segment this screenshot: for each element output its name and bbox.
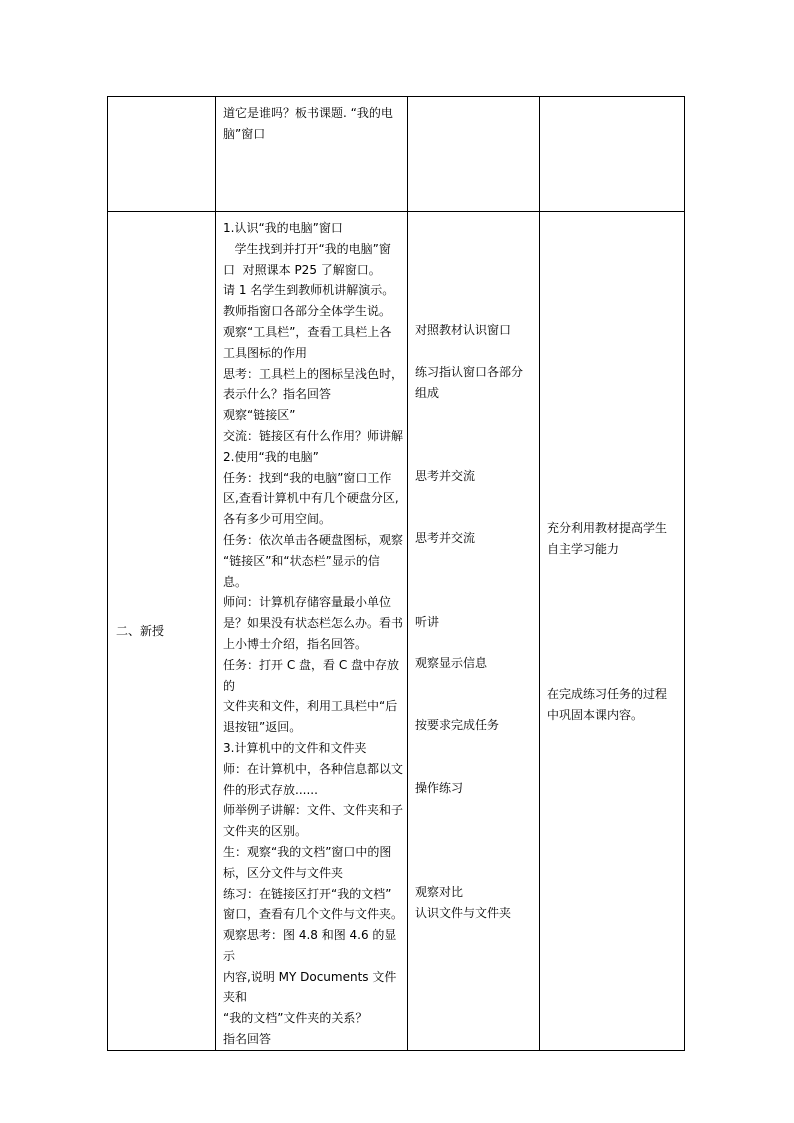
text-line: 教师指窗口各部分全体学生说。 — [223, 304, 392, 319]
text-line: 练习指认窗口各部分 — [415, 365, 524, 379]
text-line: 退按钮”返回。 — [223, 720, 302, 735]
text-line: 组成 — [415, 385, 440, 400]
text-line: 思考：工具栏上的图标呈浅色时， — [223, 366, 404, 381]
text-line: 口 对照课本 P25 了解窗口。 — [223, 262, 381, 277]
annotation-block — [415, 320, 535, 341]
text-line: 充分利用教材提高学生 — [547, 521, 668, 535]
text-line: 道它是谁吗？板书课题. “我的电 — [223, 106, 393, 120]
section-cell-empty — [108, 97, 216, 212]
text-line: 观察显示信息 — [415, 656, 488, 670]
text-line: “我的文档”文件夹的关系？ — [223, 1011, 368, 1026]
text-line: 观察“工具栏”，查看工具栏上各 — [223, 324, 392, 339]
text-line: 表示什么？指名回答 — [223, 387, 332, 402]
text-line: 对照教材认识窗口 — [415, 323, 512, 337]
text-line: 工具图标的作用 — [223, 345, 308, 360]
content-lines — [216, 97, 407, 145]
annotation-block — [415, 653, 535, 674]
section-cell — [108, 212, 216, 1051]
annotation-block — [547, 518, 680, 560]
text-line: 在完成练习任务的过程 — [547, 687, 668, 701]
annotation-block — [415, 362, 535, 404]
text-line: 3.计算机中的文件和文件夹 — [223, 740, 367, 755]
text-line: 按要求完成任务 — [415, 718, 500, 732]
text-line: 上小博士介绍，指名回答。 — [223, 636, 368, 651]
text-line: 1.认识“我的电脑”窗口 — [223, 221, 343, 235]
text-line: 师问：计算机存储容量最小单位 — [223, 595, 392, 610]
text-line: 内容,说明 MY Documents 文件夹和 — [223, 969, 397, 1005]
content-cell — [216, 212, 408, 1051]
text-line: 任务：依次单击各硬盘图标，观察 — [223, 532, 404, 547]
table-row — [108, 97, 685, 212]
text-line: 思考并交流 — [415, 469, 476, 483]
text-line: 操作练习 — [415, 781, 464, 795]
text-line: 师：在计算机中，各种信息都以文 — [223, 761, 404, 776]
text-line: 自主学习能力 — [547, 541, 620, 556]
annotation-block — [415, 882, 535, 924]
text-line: 任务：打开 C 盘，看 C 盘中存放的 — [223, 657, 400, 693]
text-line: 认识文件与文件夹 — [415, 905, 512, 920]
text-line: 各有多少可用空间。 — [223, 512, 332, 527]
text-line: 思考并交流 — [415, 531, 476, 545]
text-line: 观察“链接区” — [223, 408, 296, 423]
design-intent-cell — [540, 212, 685, 1051]
text-line: 2.使用“我的电脑” — [223, 449, 319, 464]
text-line: 文件夹和文件，利用工具栏中“后 — [223, 699, 398, 714]
text-line: 是？如果没有状态栏怎么办。看书 — [223, 616, 404, 631]
table-row — [108, 212, 685, 1051]
text-line: 请 1 名学生到教师机讲解演示。 — [223, 283, 395, 298]
text-line: 中巩固本课内容。 — [547, 707, 644, 722]
annotation-block — [547, 684, 680, 726]
design-intent-cell-empty — [540, 97, 685, 212]
text-line: 窗口，查看有几个文件与文件夹。 — [223, 907, 404, 922]
text-line: 指名回答 — [223, 1032, 272, 1047]
text-line: 息。 — [223, 574, 248, 589]
annotation-block — [415, 778, 535, 799]
text-line: 脑”窗口 — [223, 126, 266, 141]
text-line: 交流：链接区有什么作用？师讲解 — [223, 428, 404, 443]
text-line: 师举例子讲解：文件、文件夹和子 — [223, 803, 404, 818]
content-cell — [216, 97, 408, 212]
text-line: 标，区分文件与文件夹 — [223, 865, 344, 880]
student-activity-cell — [408, 212, 540, 1051]
section-title: 二、新授 — [116, 623, 165, 638]
text-line: 观察思考：图 4.8 和图 4.6 的显示 — [223, 928, 397, 963]
text-line: 生：观察“我的文档”窗口中的图 — [223, 844, 392, 859]
annotation-block — [415, 466, 535, 487]
text-line: 听讲 — [415, 615, 440, 629]
content-lines — [216, 212, 407, 1050]
text-line: “链接区”和“状态栏”显示的信 — [223, 553, 380, 568]
text-line: 学生找到并打开“我的电脑”窗 — [223, 241, 391, 256]
text-line: 文件夹的区别。 — [223, 824, 308, 839]
text-line: 任务：找到“我的电脑”窗口工作 — [223, 470, 392, 485]
student-activity-cell-empty — [408, 97, 540, 212]
lesson-plan-table — [107, 96, 685, 1051]
annotation-block — [415, 528, 535, 549]
text-line: 观察对比 — [415, 885, 464, 899]
annotation-block — [415, 612, 535, 633]
text-line: 件的形式存放...... — [223, 782, 318, 797]
text-line: 区,查看计算机中有几个硬盘分区, — [223, 491, 399, 506]
annotation-block — [415, 715, 535, 736]
text-line: 练习：在链接区打开“我的文档” — [223, 886, 392, 901]
